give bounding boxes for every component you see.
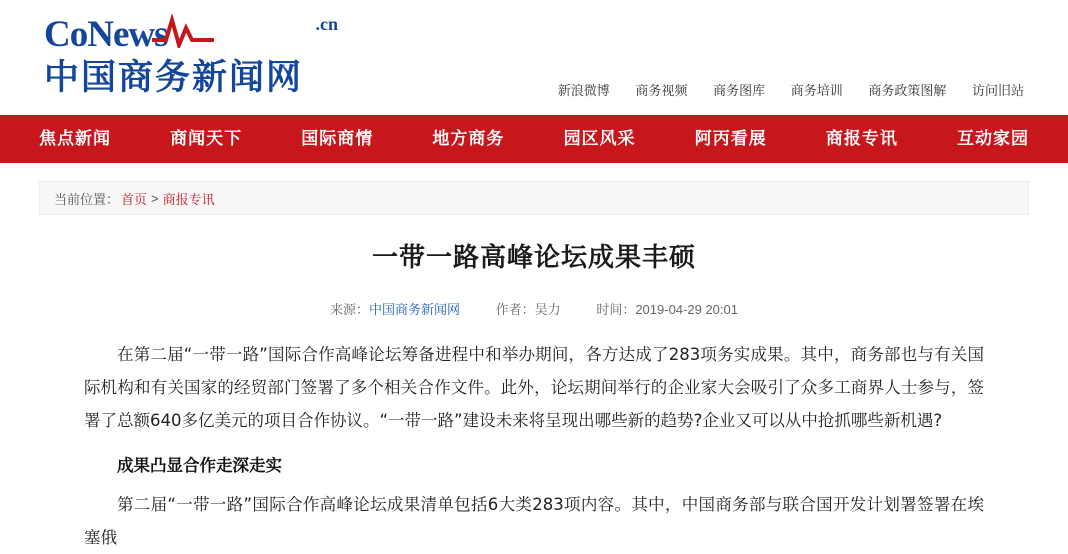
nav-item-local-commerce[interactable]: 地方商务: [432, 129, 505, 148]
article-container: [84, 215, 984, 554]
page-title: 一带一路高峰论坛成果丰硕: [371, 243, 696, 273]
nav-item-business-world[interactable]: 商闻天下: [170, 129, 243, 148]
nav-item-focus-news[interactable]: 焦点新闻: [39, 129, 111, 148]
logo-latin-text: CoNews: [44, 14, 168, 55]
logo-domain-suffix: .cn: [315, 14, 338, 34]
site-header: [0, 0, 1068, 115]
meta-time-value: 2019-04-29 20:01: [635, 302, 738, 317]
meta-author: [496, 302, 565, 317]
nav-item-interactive-home[interactable]: 互动家园: [956, 129, 1029, 148]
main-navigation: [0, 115, 1068, 163]
meta-author-label: 作者：: [495, 302, 535, 317]
meta-source-link[interactable]: 中国商务新闻网: [369, 302, 461, 317]
nav-item-park-style[interactable]: 园区风采: [563, 129, 636, 148]
top-link-policy-graphics[interactable]: 商务政策图解: [868, 83, 947, 98]
meta-source-label: 来源：: [330, 302, 370, 317]
article-subheading-1: 成果凸显合作走深走实: [117, 456, 282, 475]
meta-source: [330, 302, 464, 317]
pulse-wave-icon: [152, 14, 214, 48]
top-link-training[interactable]: 商务培训: [790, 83, 843, 98]
top-link-bar: [558, 80, 1024, 99]
article-paragraph-2: 第二届“一带一路”国际合作高峰论坛成果清单包括6大类283项内容。其中，中国商务部与联合国开发计划署签署在埃塞俄: [84, 495, 984, 547]
breadcrumb-separator: >: [151, 190, 159, 206]
meta-time-label: 时间：: [596, 302, 636, 317]
nav-item-abing-exhibition[interactable]: 阿丙看展: [694, 129, 767, 148]
logo-latin-row: [44, 12, 344, 58]
top-link-video[interactable]: 商务视频: [635, 83, 688, 98]
nav-items-container: [35, 115, 1033, 163]
breadcrumb-current-link[interactable]: 商报专讯: [162, 191, 215, 207]
breadcrumb-label: 当前位置：: [54, 191, 120, 207]
article-paragraph-1: 在第二届“一带一路”国际合作高峰论坛筹备进程中和举办期间，各方达成了283项务实成果。其中，商务部也与有关国际机构和有关国家的经贸部门签署了多个相关合作文件。此外，论坛期间举行的企业家大会吸引了众多工商界人士参与，签署了总额640多亿美元的项目合作协议。“一带一路”建设未来将呈现出哪些新的趋势?企业又可以从中抢抓哪些新机遇?: [84, 345, 984, 430]
nav-item-international[interactable]: 国际商情: [301, 129, 374, 148]
meta-time: [596, 302, 738, 317]
site-logo[interactable]: [44, 12, 344, 101]
top-link-old-site[interactable]: 访问旧站: [971, 83, 1024, 98]
top-link-weibo[interactable]: 新浪微博: [557, 83, 610, 98]
breadcrumb-home-link[interactable]: 首页: [121, 191, 148, 207]
top-link-gallery[interactable]: 商务图库: [713, 83, 766, 98]
nav-item-business-express[interactable]: 商报专讯: [825, 129, 898, 148]
article-meta: [84, 299, 984, 318]
article-body: [84, 338, 984, 554]
meta-author-value: 吴力: [534, 302, 561, 317]
logo-chinese-text: 中国商务新闻网: [44, 58, 304, 98]
breadcrumb: [39, 181, 1029, 215]
